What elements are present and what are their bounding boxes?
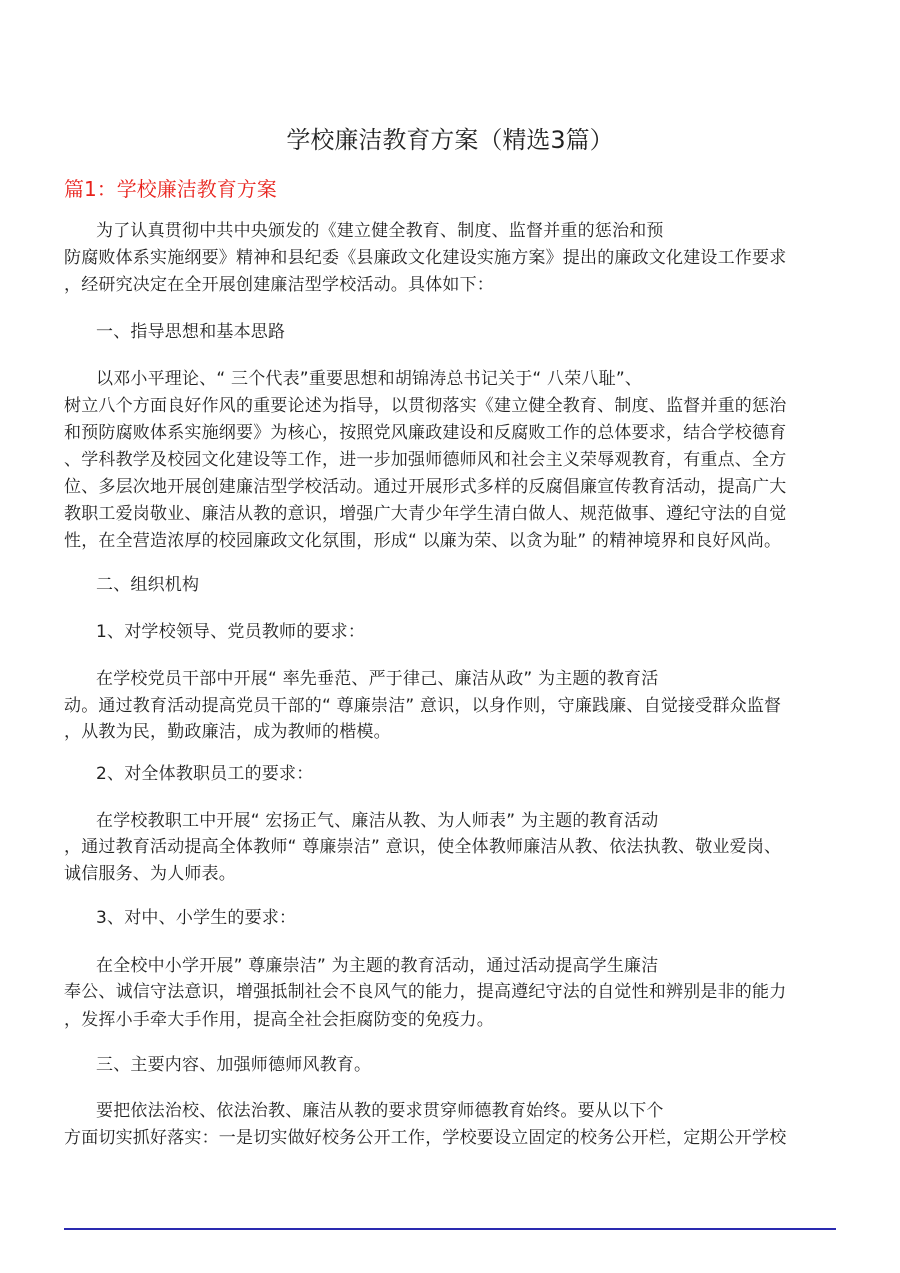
section-heading: 篇1：学校廉洁教育方案 (64, 177, 277, 201)
paragraph-line: 位、多层次地开展创建廉洁型学校活动。通过开展形式多样的反腐倡廉宣传教育活动，提高广大 (64, 477, 787, 497)
paragraph-line: ，从教为民，勤政廉洁，成为教师的楷模。 (64, 722, 391, 742)
paragraph-line: ，通过教育活动提高全体教师“ 尊廉崇洁” 意识，使全体教师廉洁从教、依法执教、敬业爱岗、 (64, 837, 782, 857)
subheading: 2、对全体教职员工的要求： (96, 764, 314, 784)
paragraph-line: 在学校教职工中开展“ 宏扬正气、廉洁从教、为人师表” 为主题的教育活动 (96, 811, 659, 831)
subheading: 1、对学校领导、党员教师的要求： (96, 622, 366, 642)
paragraph-line: ，经研究决定在全开展创建廉洁型学校活动。具体如下： (64, 275, 494, 295)
subheading: 3、对中、小学生的要求： (96, 908, 297, 928)
paragraph-line: 为了认真贯彻中共中央颁发的《建立健全教育、制度、监督并重的惩治和预 (96, 221, 664, 241)
paragraph-line: 和预防腐败体系实施纲要》为核心，按照党风廉政建设和反腐败工作的总体要求，结合学校德育 (64, 423, 787, 443)
paragraph-line: 在全校中小学开展” 尊廉崇洁” 为主题的教育活动，通过活动提高学生廉洁 (96, 956, 659, 976)
paragraph-line: 动。通过教育活动提高党员干部的“ 尊廉崇洁” 意识，以身作则，守廉践廉、自觉接受群众监督 (64, 696, 782, 716)
subheading: 一、指导思想和基本思路 (96, 322, 286, 342)
paragraph-line: 在学校党员干部中开展“ 率先垂范、严于律己、廉洁从政” 为主题的教育活 (96, 669, 659, 689)
paragraph-line: 树立八个方面良好作风的重要论述为指导，以贯彻落实《建立健全教育、制度、监督并重的惩治 (64, 396, 787, 416)
paragraph-line: 教职工爱岗敬业、廉洁从教的意识，增强广大青少年学生清白做人、规范做事、遵纪守法的自觉 (64, 504, 787, 524)
paragraph-line: 防腐败体系实施纲要》精神和县纪委《县廉政文化建设实施方案》提出的廉政文化建设工作要求 (64, 248, 787, 268)
subheading: 二、组织机构 (96, 575, 200, 595)
paragraph-line: 、学科教学及校园文化建设等工作，进一步加强师德师风和社会主义荣辱观教育，有重点、全方 (64, 450, 787, 470)
paragraph-line: 诚信服务、为人师表。 (64, 864, 236, 884)
paragraph-line: 以邓小平理论、“ 三个代表”重要思想和胡锦涛总书记关于“ 八荣八耻”、 (96, 369, 643, 389)
paragraph-line: 方面切实抓好落实：一是切实做好校务公开工作，学校要设立固定的校务公开栏，定期公开学校 (64, 1128, 787, 1148)
paragraph-line: ，发挥小手牵大手作用，提高全社会拒腐防变的免疫力。 (64, 1010, 494, 1030)
paragraph-line: 要把依法治校、依法治教、廉洁从教的要求贯穿师德教育始终。要从以下个 (96, 1101, 664, 1121)
subheading: 三、主要内容、加强师德师风教育。 (96, 1055, 372, 1075)
paragraph-line: 性，在全营造浓厚的校园廉政文化氛围，形成“ 以廉为荣、以贪为耻” 的精神境界和良好风尚。 (64, 531, 782, 551)
paragraph-line: 奉公、诚信守法意识，增强抵制社会不良风气的能力，提高遵纪守法的自觉性和辨别是非的能力 (64, 982, 787, 1002)
document-title: 学校廉洁教育方案（精选3篇） (286, 126, 614, 154)
footer-divider (64, 1228, 836, 1230)
